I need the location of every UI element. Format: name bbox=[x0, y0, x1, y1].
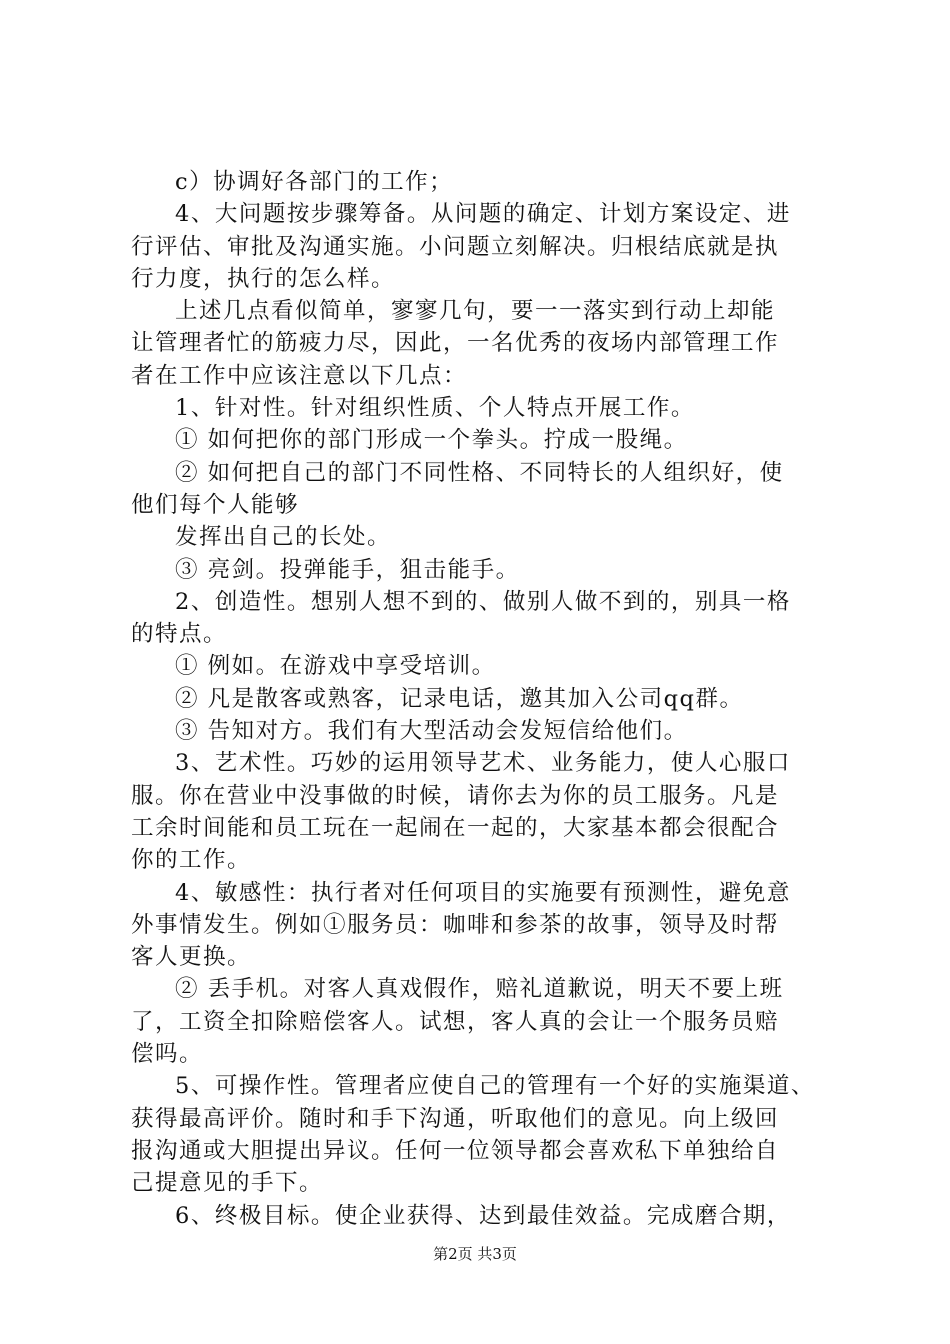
text-line: ① 如何把你的部门形成一个拳头。拧成一股绳。 bbox=[175, 427, 688, 454]
text-line: ① 例如。在游戏中享受培训。 bbox=[175, 653, 496, 680]
text-line: ② 丢手机。对客人真戏假作，赔礼道歉说，明天不要上班 bbox=[175, 976, 784, 1003]
text-line: 的特点。 bbox=[131, 621, 228, 648]
text-line: 客人更换。 bbox=[131, 944, 252, 971]
text-line: 行评估、审批及沟通实施。小问题立刻解决。归根结底就是执 bbox=[131, 233, 780, 260]
text-line: 偿吗。 bbox=[131, 1041, 204, 1068]
text-line: 者在工作中应该注意以下几点： bbox=[131, 362, 468, 389]
text-line: 报沟通或大胆提出异议。任何一位领导都会喜欢私下单独给自 bbox=[131, 1137, 780, 1164]
text-line: 行力度，执行的怎么样。 bbox=[131, 265, 396, 292]
text-line: ③ 亮剑。投弹能手，狙击能手。 bbox=[175, 556, 520, 583]
text-line: 发挥出自己的长处。 bbox=[175, 524, 392, 551]
text-line: 3、艺术性。巧妙的运用领导艺术、业务能力，使人心服口 bbox=[175, 750, 791, 777]
text-line: 上述几点看似简单，寥寥几句，要一一落实到行动上却能 bbox=[175, 298, 776, 325]
text-line: 了，工资全扣除赔偿客人。试想，客人真的会让一个服务员赔 bbox=[131, 1008, 780, 1035]
document-body bbox=[131, 166, 833, 1232]
page-footer: 第2页 共3页 bbox=[433, 1245, 517, 1263]
text-line: 你的工作。 bbox=[131, 847, 252, 874]
text-line: 己提意见的手下。 bbox=[131, 1170, 324, 1197]
text-line: 2、创造性。想别人想不到的、做别人做不到的，别具一格 bbox=[175, 588, 791, 615]
text-line: ② 凡是散客或熟客，记录电话，邀其加入公司qq群。 bbox=[175, 685, 744, 712]
text-line: 外事情发生。例如①服务员：咖啡和参茶的故事，领导及时帮 bbox=[131, 911, 780, 938]
text-line: 5、可操作性。管理者应使自己的管理有一个好的实施渠道、 bbox=[175, 1073, 815, 1100]
text-line: c）协调好各部门的工作； bbox=[175, 169, 454, 195]
text-line: 4、敏感性：执行者对任何项目的实施要有预测性，避免意 bbox=[175, 879, 791, 906]
text-line: ③ 告知对方。我们有大型活动会发短信给他们。 bbox=[175, 718, 688, 745]
text-line: 工余时间能和员工玩在一起闹在一起的，大家基本都会很配合 bbox=[131, 814, 780, 841]
text-line: ② 如何把自己的部门不同性格、不同特长的人组织好，使 bbox=[175, 459, 784, 486]
text-line: 他们每个人能够 bbox=[131, 491, 300, 518]
text-line: 6、终极目标。使企业获得、达到最佳效益。完成磨合期， bbox=[175, 1202, 791, 1229]
text-line: 获得最高评价。随时和手下沟通，听取他们的意见。向上级回 bbox=[131, 1105, 780, 1132]
text-line: 1、针对性。针对组织性质、个人特点开展工作。 bbox=[175, 395, 695, 422]
text-line: 让管理者忙的筋疲力尽，因此，一名优秀的夜场内部管理工作 bbox=[131, 330, 780, 357]
text-line: 服。你在营业中没事做的时候，请你去为你的员工服务。凡是 bbox=[131, 782, 780, 809]
text-line: 4、大问题按步骤筹备。从问题的确定、计划方案设定、进 bbox=[175, 201, 791, 228]
